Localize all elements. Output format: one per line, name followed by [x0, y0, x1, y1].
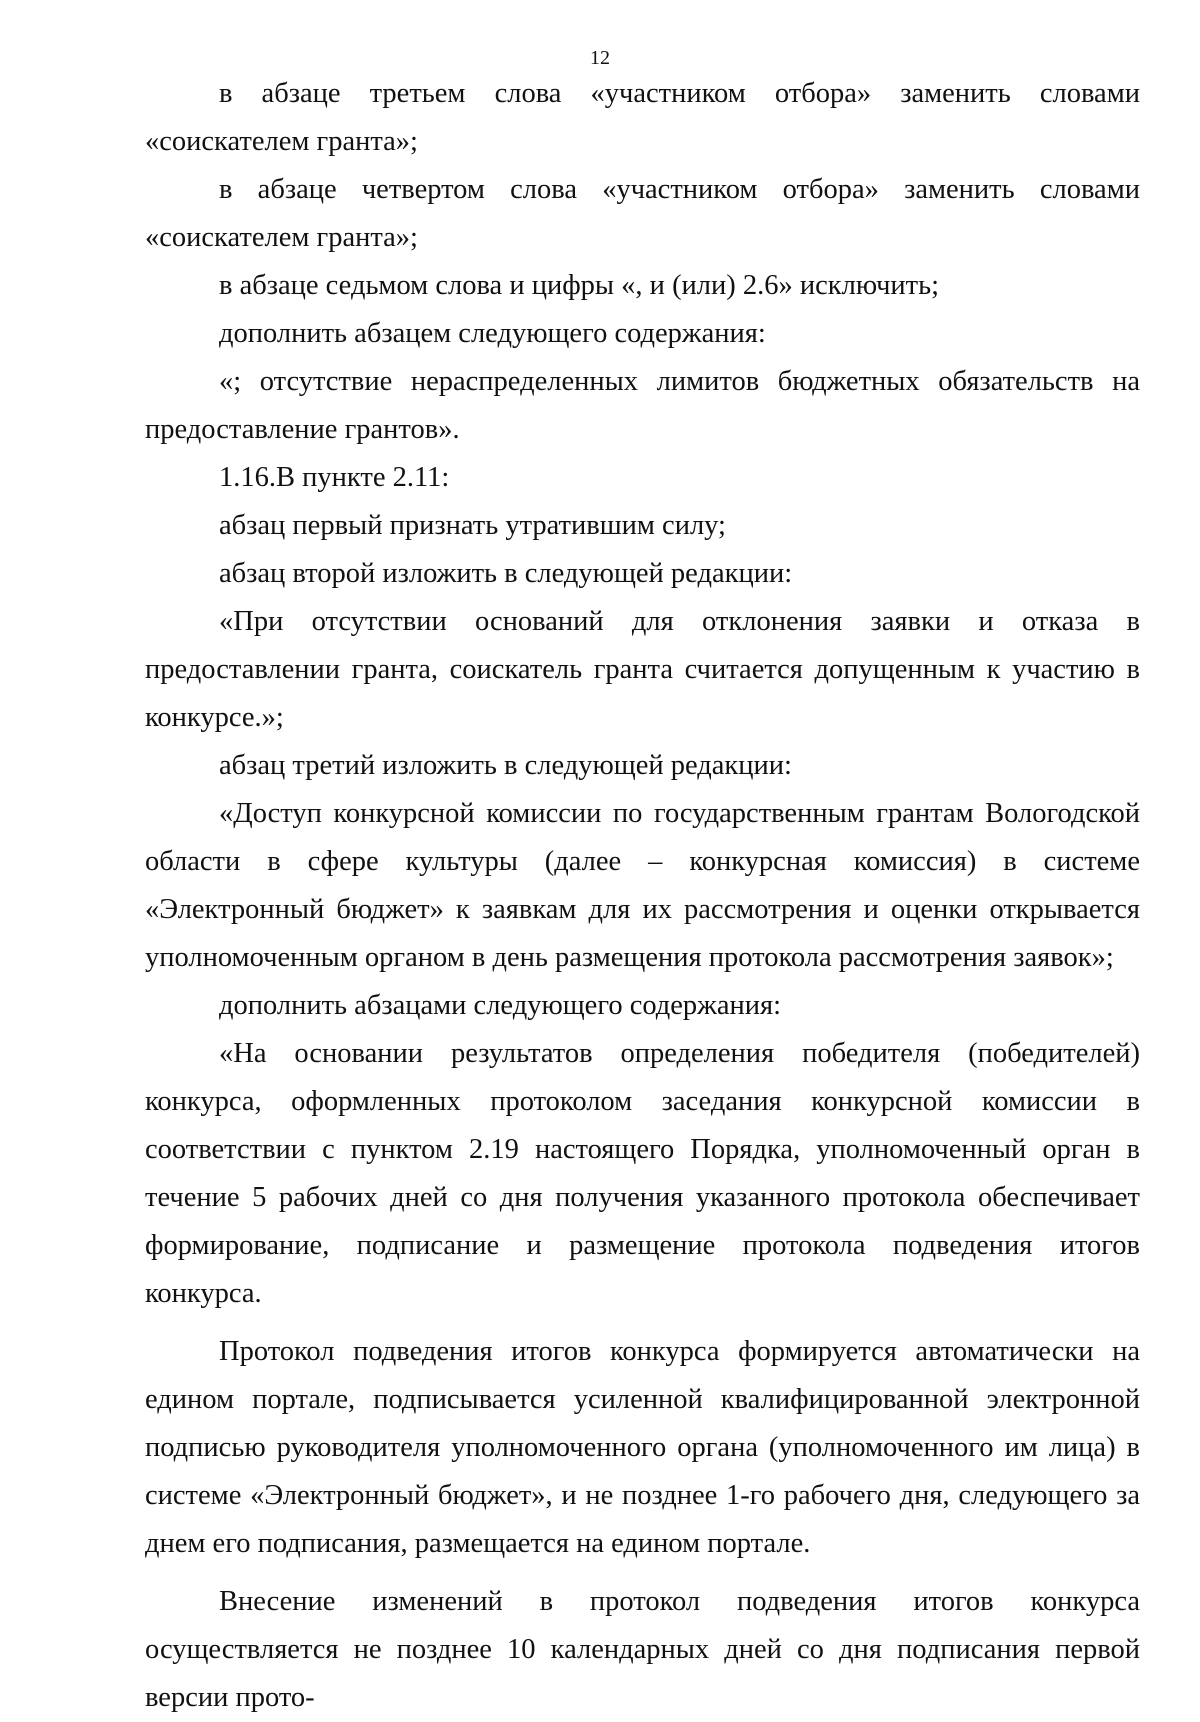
paragraph-8: абзац второй изложить в следующей редакции:: [219, 558, 793, 589]
paragraph-6: 1.16.В пункте 2.11:: [219, 462, 450, 493]
paragraph-5: «; отсутствие нераспределенных лимитов бюджетных обязательств на предоставление грантов».: [145, 366, 1140, 445]
paragraph-9: «При отсутствии оснований для отклонения заявки и отказа в предоставлении гранта, соискатель гранта считается допущенным к участию в конкурсе.»;: [145, 606, 1140, 733]
paragraph-7: абзац первый признать утратившим силу;: [219, 510, 726, 541]
paragraph-11: «Доступ конкурсной комиссии по государственным грантам Вологодской области в сфере культуры (далее – конкурсная комиссия) в системе «Электронный бюджет» к заявкам для их рассмотрения и оценки открывается уполномоченным органом в день размещения протокола рассмотрения заявок»;: [145, 798, 1140, 973]
paragraph-1: в абзаце третьем слова «участником отбора» заменить словами «соискателем гранта»;: [145, 78, 1140, 157]
paragraph-2: в абзаце четвертом слова «участником отбора» заменить словами «соискателем гранта»;: [145, 174, 1140, 253]
page-number: 12: [590, 47, 610, 69]
paragraph-12: дополнить абзацами следующего содержания:: [219, 990, 782, 1021]
paragraph-14: Протокол подведения итогов конкурса формируется автоматически на едином портале, подписывается усиленной квалифицированной электронной подписью руководителя уполномоченного органа (уполномоченного им лица) в системе «Электронный бюджет», и не позднее 1-го рабочего дня, следующего за днем его подписания, размещается на едином портале.: [145, 1336, 1140, 1559]
paragraph-4: дополнить абзацем следующего содержания:: [219, 318, 766, 349]
paragraph-3: в абзаце седьмом слова и цифры «, и (или) 2.6» исключить;: [219, 270, 940, 301]
paragraph-13: «На основании результатов определения победителя (победителей) конкурса, оформленных протоколом заседания конкурсной комиссии в соответствии с пунктом 2.19 настоящего Порядка, уполномоченный орган в течение 5 рабочих дней со дня получения указанного протокола обеспечивает формирование, подписание и размещение протокола подведения итогов конкурса.: [145, 1038, 1140, 1309]
paragraph-10: абзац третий изложить в следующей редакции:: [219, 750, 792, 781]
document-body: [145, 70, 1140, 1722]
paragraph-15: Внесение изменений в протокол подведения итогов конкурса осуществляется не позднее 10 календарных дней со дня подписания первой версии прото-: [145, 1586, 1140, 1713]
